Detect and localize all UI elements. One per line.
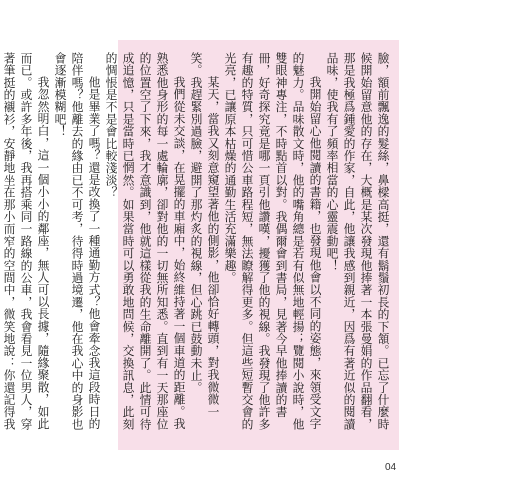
page-panel — [2, 40, 399, 450]
paragraph-5: 他是畢業了嗎？還是改換了一種通勤方式？他會牽念我這段時日的陪伴嗎？他離去的緣由已不可考，待得時過境遷，他在我心中的身影也會逐漸模糊吧！ — [53, 52, 101, 431]
page-number: 04 — [385, 462, 397, 473]
paragraph-3: 某天，當我又刻意窺望著他的側影，他卻恰好轉頭，對我微微一笑。我趕緊別過臉，避開了那灼炙的視線，但心跳已鼓動未止。 — [189, 52, 220, 418]
paragraph-6: 我忽然明白，這一個小小的鄰座，無人可以長據，隨緣聚散，如此而已。或許多年後，我再搭乘同一路線的公車，我會看見一位男人，穿著筆挺的襯衫，安靜地坐在那小而窄的空間中，微笑地說：你還記得我 — [2, 52, 50, 431]
paragraph-4: 我們從未交談，在晃擺的車廂中，始終維持著一個車道的距離。我熟悉他身形的每一處輪廓，卻對他的一切無所知悉。直到有一天那座位的位置空了下來，我才意識到，他就這樣從我的生命離開了。此情可待成追憶，只是當時已惘然。如果當時可以勇敢地問候，交換訊息，此刻的惆悵是不是會比較淺淡？ — [104, 52, 186, 431]
paragraph-2: 我開始留心他閱讀的書籍，也發現他會以不同的姿態，來領受文字的魅力。品味散文時，他的嘴角總是若有似無地輕揚；覽閱小說時，他雙眼神專注，不時點首以對。我偶爾會到書局，見著今早他捧讀的書冊，好奇探究竟是哪一頁引他讚嘆，擾獲了他的視線。我發現了他許多有趣的特質，只可惜公車路程短，無法瞭解得更多。但這些短暫交會的光亮，已讓原本枯燥的通勤生活充滿樂趣。 — [223, 52, 322, 431]
paragraph-1: 臉，額前飄逸的髮絲，鼻樑高挺，還有鬍鬚初長的下頷。已忘了什麼時候開始留意他的存在，大概是某次發現他捧著一本張曼娟的作品翻看，那是我極爲鍾愛的作家，自此，他讓我感到親近，因爲有著近似的閱讀品味，使我有了頻率相當的心靈震動吧！ — [325, 52, 390, 431]
essay-body — [0, 52, 391, 440]
